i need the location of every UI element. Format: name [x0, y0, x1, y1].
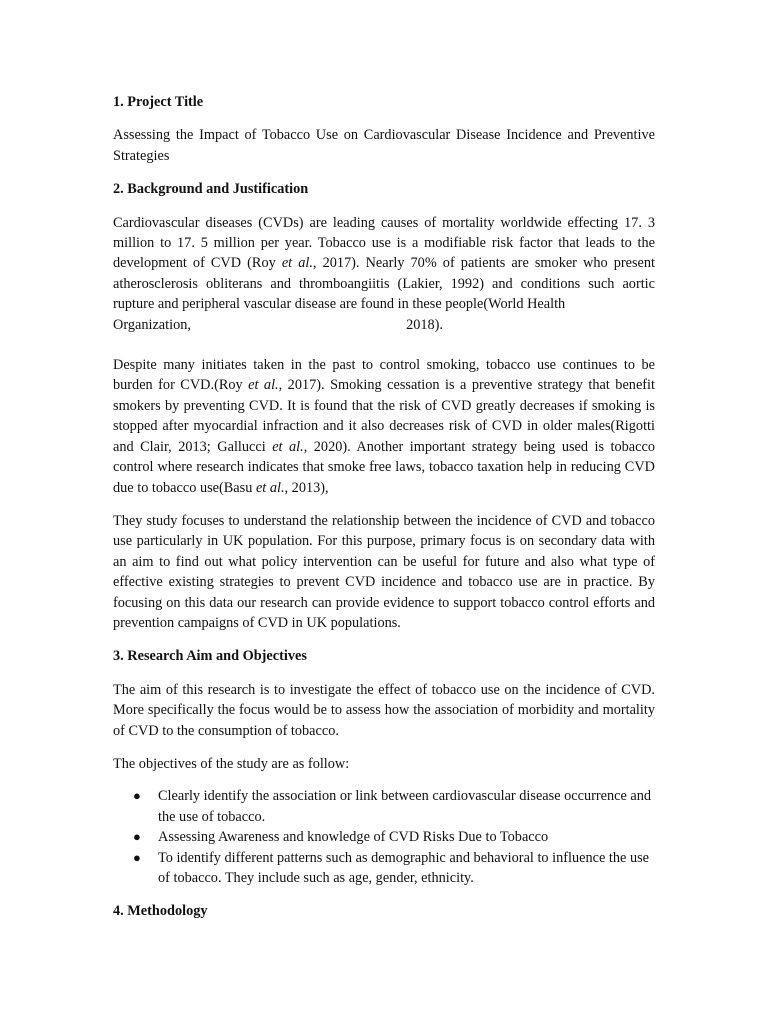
objectives-list — [113, 786, 655, 888]
list-item: ● Clearly identify the association or link between cardiovascular disease occurrence and the use of tobacco. — [133, 788, 652, 825]
project-title-text: Assessing the Impact of Tobacco Use on Cardiovascular Disease Incidence and Preventive Strategies — [113, 127, 655, 164]
list-item: ● Assessing Awareness and knowledge of CVD Risks Due to Tobacco — [113, 827, 655, 847]
background-paragraph-2: Despite many initiates taken in the past to control smoking, tobacco use continues to be burden for CVD.(Roy et al., 2017). Smoking cessation is a preventive strategy that benefit smokers by preventing CVD. It is found that the risk of CVD greatly decreases if smoking is stopped after myocardial infraction and it also decreases risk of CVD in older males(Rigotti and Clair, 2013; Gallucci et al., 2020). Another important strategy being used is tobacco control where research indicates that smoke free laws, tobacco taxation help in reducing CVD due to tobacco use(Basu et al., 2013), — [113, 357, 655, 496]
bullet-icon: ● — [133, 849, 141, 865]
citation-line: Organization, 2018). — [113, 316, 443, 333]
bullet-icon: ● — [133, 788, 141, 804]
section-heading-background: 2. Background and Justification — [113, 181, 309, 198]
list-item: ● To identify different patterns such as demographic and behavioral to influence the use of tobacco. They include such as age, gender, ethnicity. — [133, 849, 650, 886]
aims-paragraph: The aim of this research is to investigate the effect of tobacco use on the incidence of CVD. More specifically the focus would be to assess how the association of morbidity and mortality of CVD to the consumption of tobacco. — [113, 681, 655, 739]
background-paragraph-3: They study focuses to understand the relationship between the incidence of CVD and tobacco use particularly in UK population. For this purpose, primary focus is on secondary data with an aim to find out what policy intervention can be useful for future and also what type of effective existing strategies to prevent CVD incidence and tobacco use are in practice. By focusing on this data our research can provide evidence to support tobacco control efforts and prevention campaigns of CVD in UK populations. — [113, 512, 655, 631]
document-page — [113, 92, 655, 922]
objectives-intro: The objectives of the study are as follow: — [113, 755, 350, 772]
background-paragraph-1: Cardiovascular diseases (CVDs) are leading causes of mortality worldwide effecting 17. 3 million to 17. 5 million per year. Tobacco use is a modifiable risk factor that leads to the development of CVD (Roy et al., 2017). Nearly 70% of patients are smoker who present atherosclerosis obliterans and thromboangiitis (Lakier, 1992) and conditions such aortic rupture and peripheral vascular disease are found in these people(World Health Organization, 2018). — [113, 213, 655, 335]
section-heading-methodology: 4. Methodology — [113, 903, 208, 920]
section-heading-aims: 3. Research Aim and Objectives — [113, 648, 307, 665]
section-heading-project-title: 1. Project Title — [113, 94, 204, 110]
bullet-icon: ● — [133, 829, 141, 845]
